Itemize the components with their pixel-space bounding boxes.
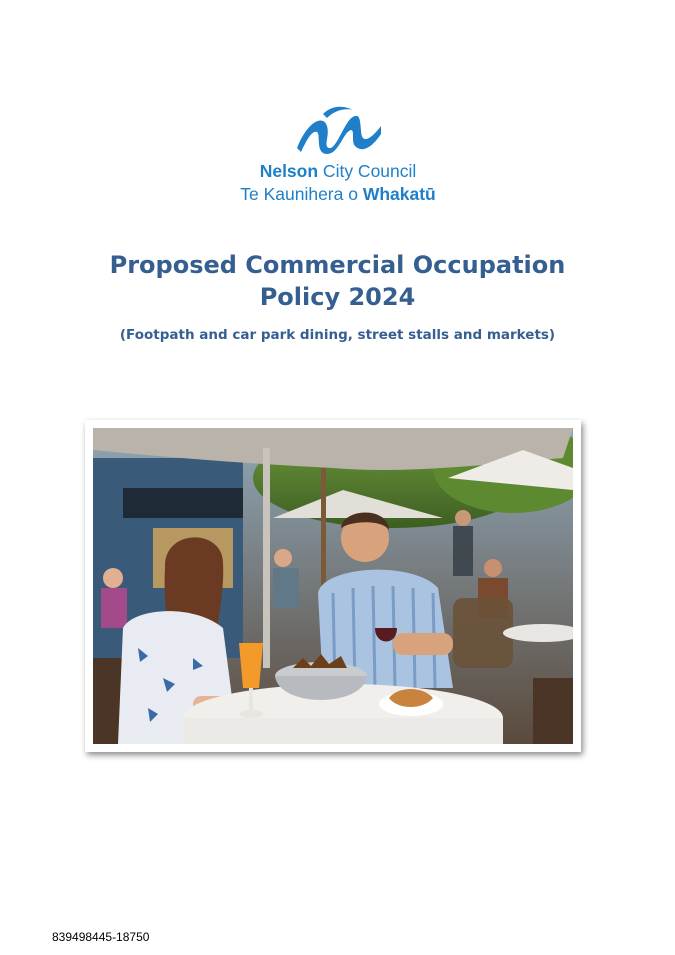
document-subtitle: (Footpath and car park dining, street stalls and markets) [119,327,556,343]
outdoor-dining-photo [93,428,573,744]
document-title [0,249,675,313]
photo-illustration [93,428,573,744]
title-line-2: Policy 2024 [259,283,416,311]
title-line-1: Proposed Commercial Occupation [109,251,566,279]
council-logo [223,104,453,208]
nelson-n-logo-mark [293,104,383,156]
logo-text-line2: Te Kaunihera o Whakatū [240,184,436,204]
document-id: 839498445-18750 [52,930,150,944]
logo-text-line1: Nelson City Council [259,161,417,181]
cover-photo-frame [85,420,581,752]
